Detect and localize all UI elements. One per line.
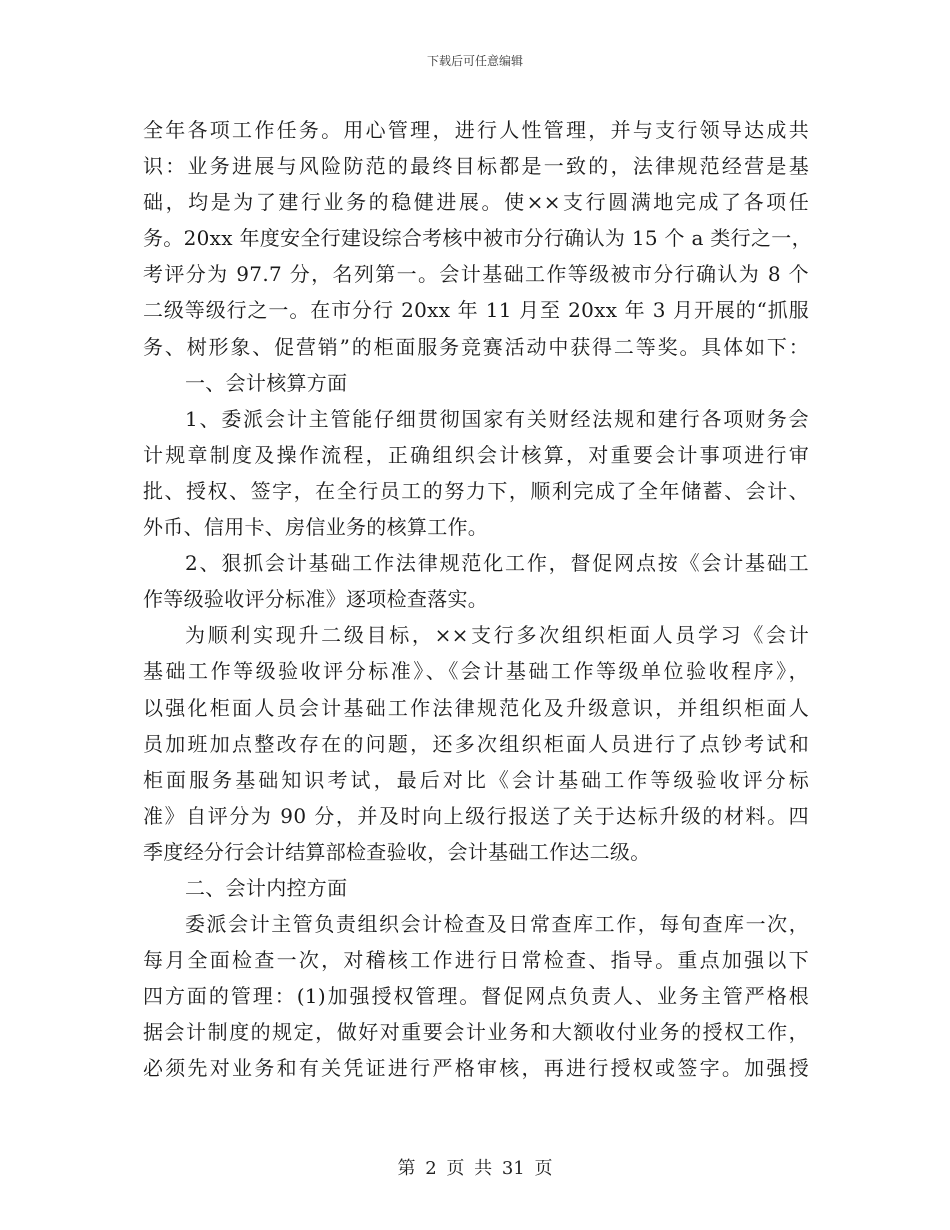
body-line: 二级等级行之一。在市分行 20xx 年 11 月至 20xx 年 3 月开展的“抓服	[143, 298, 809, 323]
body-line: 员加班加点整改存在的问题，还多次组织柜面人员进行了点钞考试和	[143, 731, 809, 756]
body-line: 考评分为 97.7 分，名列第一。会计基础工作等级被市分行确认为 8 个	[143, 262, 809, 287]
body-line: 为顺利实现升二级目标，××支行多次组织柜面人员学习《会计	[185, 623, 809, 648]
page-header-note: 下载后可任意编辑	[426, 54, 523, 68]
body-line: 以强化柜面人员会计基础工作法律规范化及升级意识，并组织柜面人	[143, 695, 809, 720]
section-heading: 一、会计核算方面	[185, 370, 348, 395]
body-line: 基础工作等级验收评分标准》、《会计基础工作等级单位验收程序》，	[143, 659, 809, 684]
body-line: 2、狠抓会计基础工作法律规范化工作，督促网点按《会计基础工	[185, 551, 809, 576]
body-line: 批、授权、签字，在全行员工的努力下，顺利完成了全年储蓄、会计、	[143, 478, 809, 503]
body-line: 准》自评分为 90 分，并及时向上级行报送了关于达标升级的材料。四	[143, 803, 809, 828]
body-line: 必须先对业务和有关凭证进行严格审核，再进行授权或签字。加强授	[143, 1056, 809, 1081]
body-line: 作等级验收评分标准》逐项检查落实。	[143, 587, 489, 612]
page-number: 第 2 页 共 31 页	[397, 1158, 553, 1179]
body-line: 外币、信用卡、房信业务的核算工作。	[143, 515, 489, 540]
body-line: 础，均是为了建行业务的稳健进展。使××支行圆满地完成了各项任	[143, 190, 809, 215]
body-line: 1、委派会计主管能仔细贯彻国家有关财经法规和建行各项财务会	[185, 406, 809, 431]
body-line: 每月全面检查一次，对稽核工作进行日常检查、指导。重点加强以下	[143, 948, 809, 973]
body-line: 四方面的管理：(1)加强授权管理。督促网点负责人、业务主管严格根	[143, 984, 809, 1009]
section-heading: 二、会计内控方面	[185, 875, 348, 900]
body-line: 季度经分行会计结算部检查验收，会计基础工作达二级。	[143, 839, 651, 864]
body-line: 识：业务进展与风险防范的最终目标都是一致的，法律规范经营是基	[143, 154, 809, 179]
body-line: 柜面服务基础知识考试，最后对比《会计基础工作等级验收评分标	[143, 767, 809, 792]
body-line: 据会计制度的规定，做好对重要会计业务和大额收付业务的授权工作，	[143, 1020, 809, 1045]
body-line: 全年各项工作任务。用心管理，进行人性管理，并与支行领导达成共	[143, 118, 809, 142]
body-line: 务。20xx 年度安全行建设综合考核中被市分行确认为 15 个 a 类行之一，	[143, 226, 812, 251]
document-body	[143, 112, 812, 1087]
body-line: 务、树形象、促营销”的柜面服务竞赛活动中获得二等奖。具体如下：	[143, 334, 809, 359]
body-line: 计规章制度及操作流程，正确组织会计核算，对重要会计事项进行审	[143, 442, 809, 467]
body-line: 委派会计主管负责组织会计检查及日常查库工作，每旬查库一次，	[185, 912, 809, 937]
